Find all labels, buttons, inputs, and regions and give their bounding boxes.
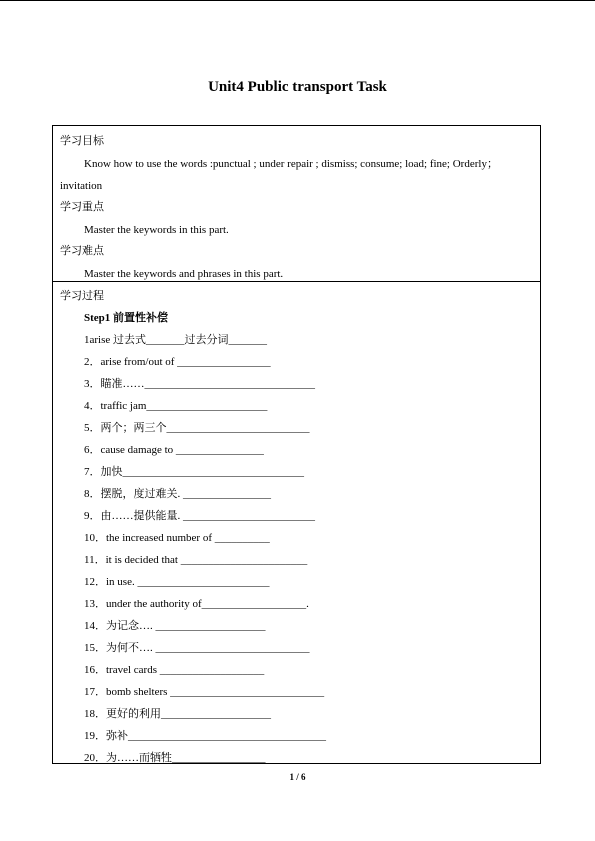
exercise-item: 2．arise from/out of _________________ (84, 356, 271, 368)
exercise-item: 14．为记念…. ____________________ (84, 620, 266, 632)
exercise-item: 12．in use. ________________________ (84, 576, 270, 588)
exercise-item: 16．travel cards ___________________ (84, 664, 265, 676)
exercise-item: 3．瞄准……_______________________________ (84, 378, 315, 390)
exercise-item: 19．弥补____________________________________ (84, 730, 326, 742)
exercise-item: 5．两个；两三个__________________________ (84, 422, 310, 434)
exercise-item: 7．加快_________________________________ (84, 466, 304, 478)
difficulties-text: Master the keywords and phrases in this part. (84, 268, 284, 280)
worksheet-table (52, 125, 541, 764)
page-number: 1 / 6 (289, 772, 306, 782)
top-rule (0, 0, 595, 1)
process-heading: 学习过程 (60, 290, 104, 302)
key-points-heading: 学习重点 (60, 201, 104, 213)
exercise-item: 10．the increased number of __________ (84, 532, 270, 544)
page-title: Unit4 Public transport Task (208, 79, 387, 95)
exercise-item: 15．为何不…. ____________________________ (84, 642, 310, 654)
exercise-item: 1arise 过去式_______过去分词_______ (84, 334, 268, 346)
exercise-item: 20．为……而牺牲_________________ (84, 752, 266, 764)
exercise-item: 4．traffic jam______________________ (84, 400, 268, 412)
key-points-text: Master the keywords in this part. (84, 224, 229, 236)
objectives-text: Know how to use the words :punctual ; under repair ; dismiss; consume; load; fine; Orderly； (84, 158, 498, 170)
objectives-text-cont: invitation (60, 180, 103, 192)
exercise-item: 6．cause damage to ________________ (84, 444, 264, 456)
exercise-item: 18．更好的利用____________________ (84, 708, 271, 720)
step-title: Step1 前置性补偿 (84, 312, 169, 324)
exercise-item: 13．under the authority of___________________. (84, 598, 309, 610)
exercise-item: 9．由……提供能量. ________________________ (84, 510, 315, 522)
exercise-item: 11．it is decided that _______________________ (84, 554, 308, 566)
table-divider (53, 281, 540, 282)
exercise-item: 8．摆脱，度过难关. ________________ (84, 488, 271, 500)
exercise-item: 17．bomb shelters ____________________________ (84, 686, 325, 698)
objectives-heading: 学习目标 (60, 135, 104, 147)
difficulties-heading: 学习难点 (60, 245, 104, 257)
